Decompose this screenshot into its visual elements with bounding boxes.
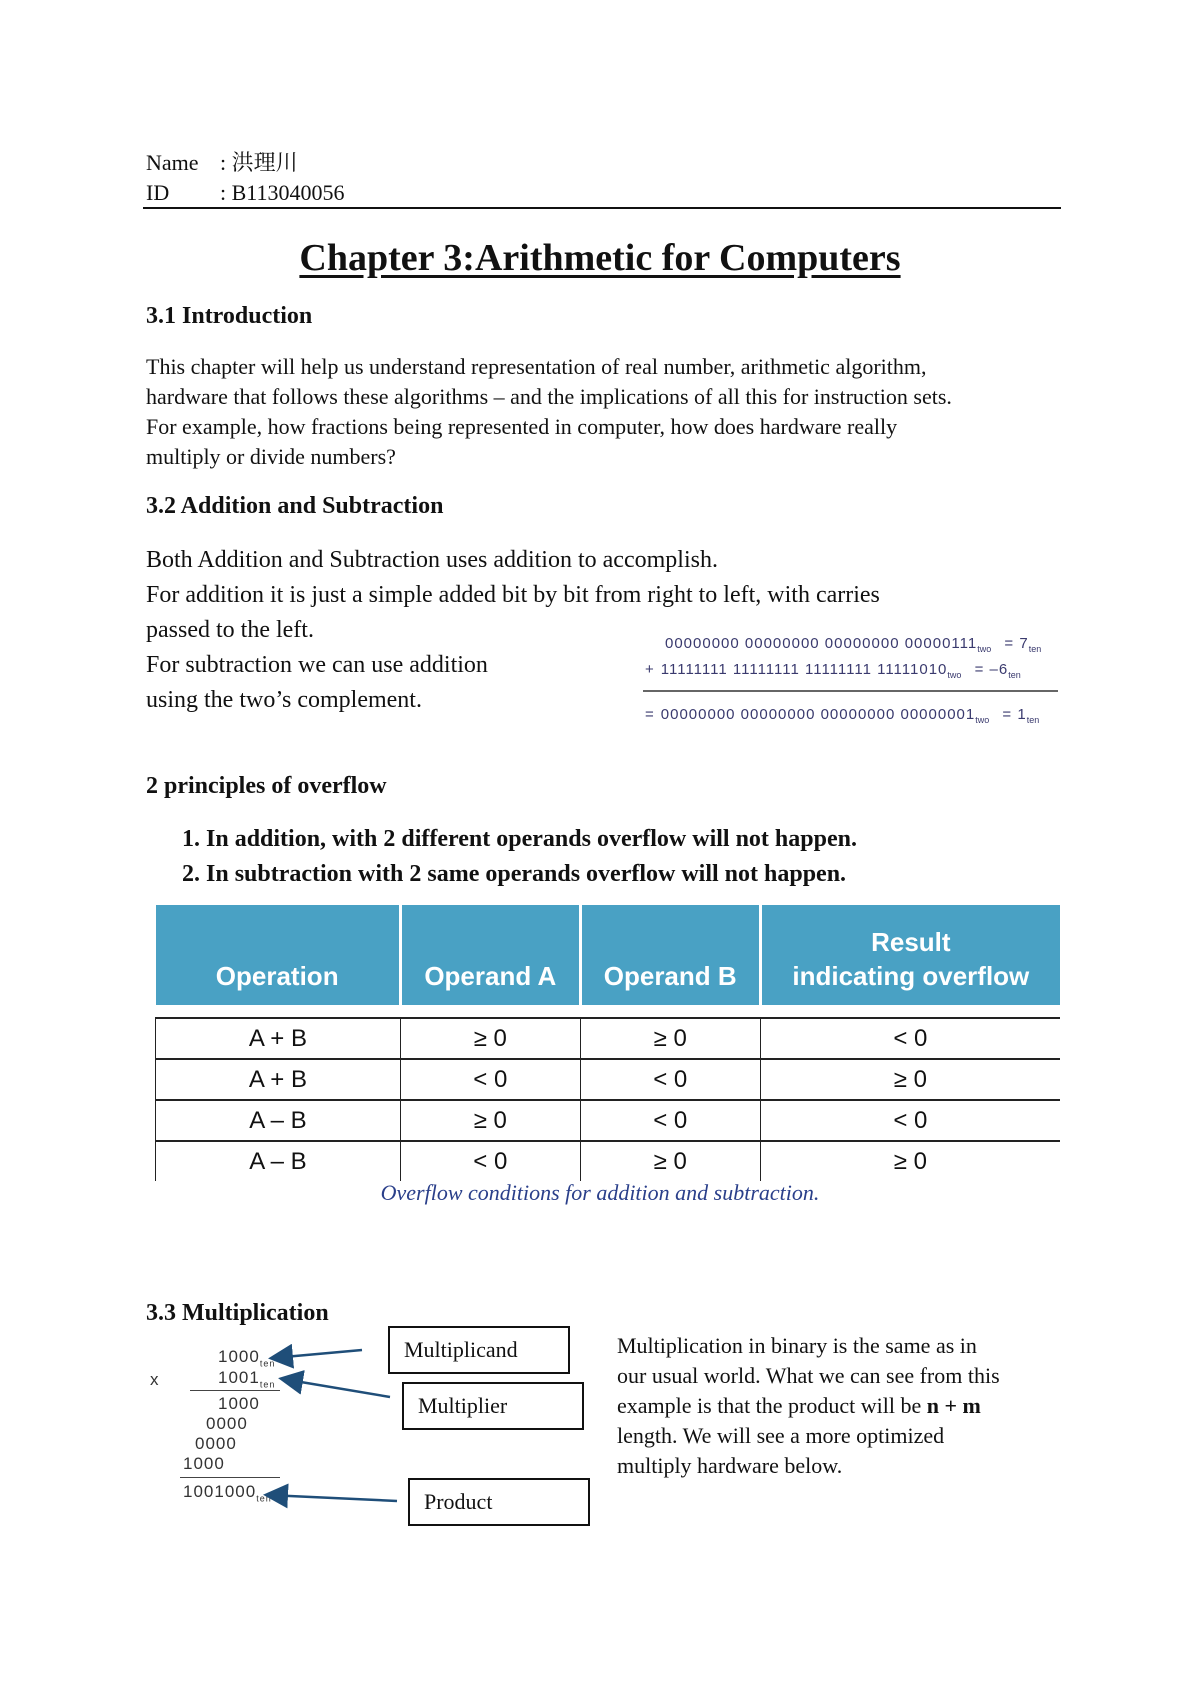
arrow-multiplicand [273,1350,362,1358]
multiplier-label-box [402,1382,584,1430]
decimal-value: = 1 [1002,706,1027,723]
intro-line: For example, how fractions being represented in computer, how does hardware really [146,414,898,439]
mult-line [617,1391,1077,1421]
table-cell: A – B [156,1141,401,1181]
table-cell: < 0 [580,1059,760,1100]
mult-line: length. We will see a more optimized [617,1423,945,1448]
name-value: : 洪理川 [220,150,298,175]
table-cell: < 0 [400,1141,580,1181]
addsub-line: passed to the left. [146,617,314,643]
mult-heading: 3.3 Multiplication [146,1300,329,1326]
digits-sub: ten [259,1379,276,1390]
table-caption: Overflow conditions for addition and subtraction. [380,1180,820,1205]
partial-product: 1000 [218,1394,260,1413]
decimal-value: = 7 [1004,635,1029,652]
addsub-line: Both Addition and Subtraction uses addition to accomplish. [146,547,718,573]
intro-heading: 3.1 Introduction [146,303,313,329]
mult-line: our usual world. What we can see from this [617,1363,1000,1388]
binary-sub: two [947,670,962,680]
decimal-sub: ten [1008,670,1021,680]
digits-sub: ten [259,1358,276,1369]
digits: 1001000 [183,1482,257,1501]
partial-product: 0000 [195,1434,237,1453]
digits: 1001 [218,1368,260,1387]
digits-sub: ten [256,1493,272,1504]
partial-product: 0000 [206,1414,248,1433]
table-cell: ≥ 0 [580,1141,760,1181]
mult-line: Multiplication in binary is the same as in [617,1333,977,1358]
decimal-sub: ten [1028,644,1042,654]
page-title: Chapter 3:Arithmetic for Computers [299,237,901,279]
multiplicand-label-box [388,1326,570,1374]
table-cell: A + B [156,1059,401,1100]
binary-value: 00000000 00000000 00000000 00000001 [660,706,976,723]
id-label: ID [146,180,170,205]
partial-product: 1000 [183,1454,225,1473]
overflow-heading: 2 principles of overflow [146,773,387,799]
equals-sign: = [645,706,655,723]
table-cell: < 0 [760,1100,1060,1141]
times-sign: x [150,1370,160,1389]
result-header-line1: Result [871,927,951,957]
mult-line: multiply hardware below. [617,1453,843,1478]
binary-sub: two [977,644,992,654]
table-cell: A + B [156,1018,401,1059]
product-label: Product [424,1489,493,1514]
plus-sign: + [645,661,655,678]
addsub-heading: 3.2 Addition and Subtraction [146,493,444,519]
mult-paragraph [617,1331,1077,1481]
table-cell: < 0 [760,1018,1060,1059]
overflow-item: 2. In subtraction with 2 same operands overflow will not happen. [182,861,847,887]
table-cell: ≥ 0 [760,1059,1060,1100]
column-header: Operand A [400,905,580,1005]
table-cell: ≥ 0 [400,1018,580,1059]
digits: 1000 [218,1347,260,1366]
product-label-box [408,1478,590,1526]
decimal-value: = –6 [974,661,1009,678]
table-cell: A – B [156,1100,401,1141]
name-label: Name [146,150,199,175]
multiplicand-label: Multiplicand [404,1337,518,1362]
addsub-line: For addition it is just a simple added bit by bit from right to left, with carries [146,582,880,608]
intro-line: This chapter will help us understand representation of real number, arithmetic algorithm, [146,354,927,379]
arrow-multiplier [283,1379,390,1397]
table-cell: ≥ 0 [580,1018,760,1059]
addsub-line: For subtraction we can use addition [146,652,488,678]
addsub-line: using the two’s complement. [146,687,422,713]
intro-line: hardware that follows these algorithms – and the implications of all this for instruction sets. [146,384,952,409]
n-plus-m: n + m [926,1393,981,1418]
binary-sub: two [975,715,990,725]
decimal-sub: ten [1026,715,1040,725]
mult-line-text: example is that the product will be [617,1393,922,1418]
binary-value: 11111111 11111111 11111111 11111010 [660,661,948,678]
arrow-product [268,1495,397,1501]
table-cell: ≥ 0 [760,1141,1060,1181]
overflow-item: 1. In addition, with 2 different operands overflow will not happen. [182,826,857,852]
result-header-line2: indicating overflow [792,961,1030,991]
id-value: : B113040056 [220,180,345,205]
table-cell: < 0 [580,1100,760,1141]
binary-value: 00000000 00000000 00000000 00000111 [665,635,978,652]
multiplier-label: Multiplier [418,1393,508,1418]
table-cell: < 0 [400,1059,580,1100]
column-header: Operation [156,905,401,1005]
table-cell: ≥ 0 [400,1100,580,1141]
intro-line: multiply or divide numbers? [146,444,396,469]
column-header: Operand B [580,905,760,1005]
